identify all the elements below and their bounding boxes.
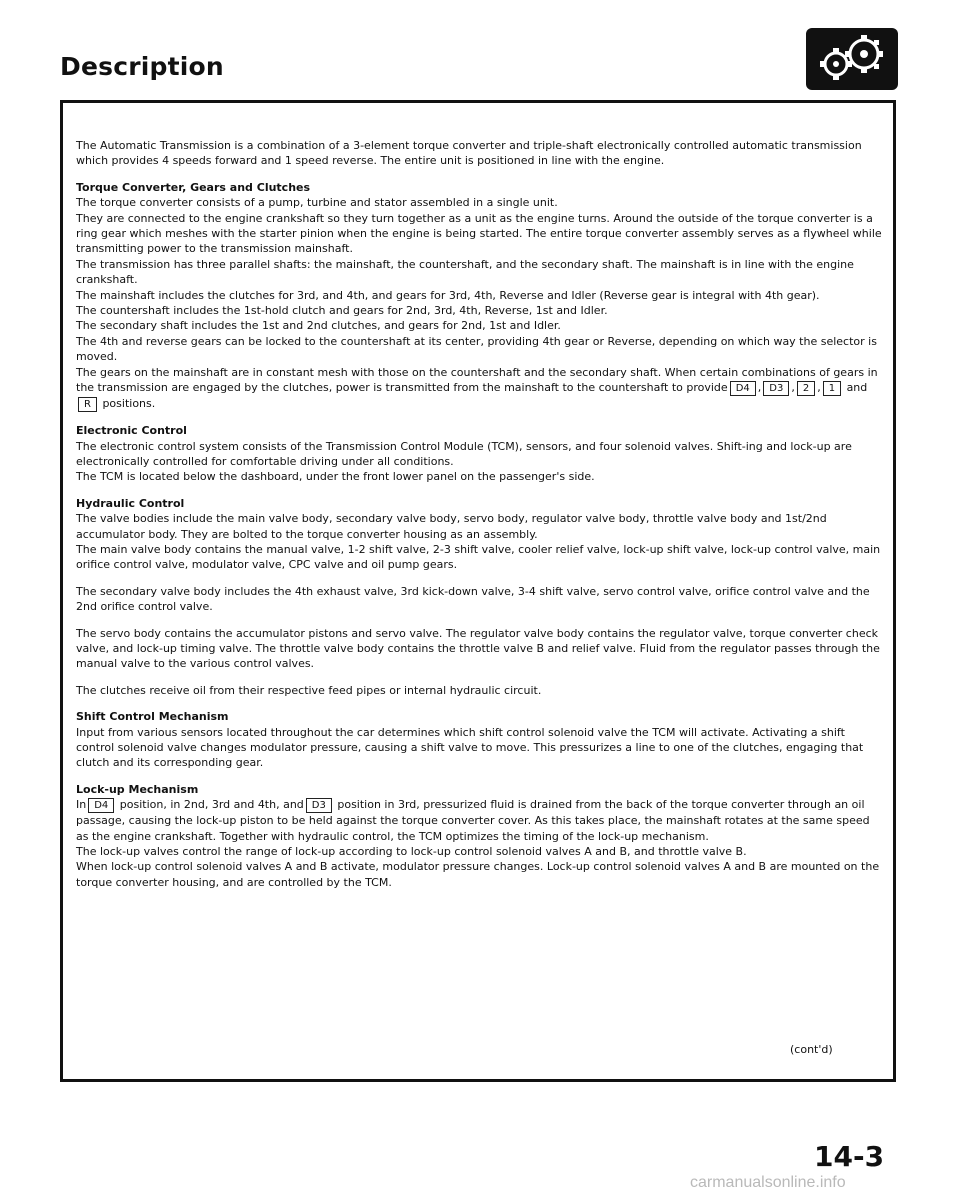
electronic-paragraph-1: The electronic control system consists of the Transmission Control Module (TCM), sensors, and four solenoid valves. Shift-ing and lock-up are electronically controlled for comfortable driving under all conditions.	[76, 439, 852, 468]
torque-paragraph-8-text: The gears on the mainshaft are in constant mesh with those on the countershaft and the secondary shaft. When certain combinations of gears in the transmission are engaged by the clutches, power is transmitted from the mainshaft to the countershaft to provide	[76, 365, 878, 395]
position-d4-box: D4	[730, 381, 756, 396]
hydraulic-paragraph-2: The main valve body contains the manual valve, 1-2 shift valve, 2-3 shift valve, cooler relief valve, lock-up shift valve, lock-up control valve, main orifice control valve, modulator valve, CPC valve and oil pump gears.	[76, 542, 881, 572]
continued-label: (cont'd)	[790, 1043, 833, 1056]
separator: ,	[757, 381, 762, 395]
description-body	[76, 138, 884, 890]
lockup-text: position, in 2nd, 3rd and 4th, and	[119, 798, 304, 812]
and-word: and	[846, 381, 868, 395]
position-r-box: R	[78, 397, 97, 412]
position-2-box: 2	[797, 381, 815, 396]
section-heading-torque: Torque Converter, Gears and Clutches	[76, 180, 311, 194]
torque-paragraph-3: The transmission has three parallel shafts: the mainshaft, the countershaft, and the secondary shaft. The mainshaft is in line with the engine crankshaft.	[76, 257, 854, 287]
position-1-box: 1	[823, 381, 841, 396]
section-heading-shift: Shift Control Mechanism	[76, 710, 229, 724]
torque-paragraph-8	[76, 365, 884, 412]
section-heading-hydraulic: Hydraulic Control	[76, 496, 185, 510]
gear-train-icon	[806, 28, 898, 90]
electronic-paragraph-2: The TCM is located below the dashboard, under the front lower panel on the passenger's side.	[76, 470, 595, 484]
hydraulic-paragraph-3: The secondary valve body includes the 4th exhaust valve, 3rd kick-down valve, 3-4 shift valve, servo control valve, orifice control valve and the 2nd orifice control valve.	[76, 584, 870, 614]
lockup-paragraph-2: The lock-up valves control the range of lock-up according to lock-up control solenoid valves A and B, and throttle valve B.	[76, 845, 747, 859]
lockup-paragraph-1	[76, 797, 884, 844]
page-title: Description	[60, 52, 224, 81]
position-d3-box: D3	[306, 798, 332, 813]
torque-paragraph-2: They are connected to the engine crankshaft so they turn together as a unit as the engine turns. Around the outside of the torque converter is a ring gear which meshes with the starter pinion when the engine is being started. The entire torque converter assembly serves as a flywheel while transmitting power to the transmission mainshaft.	[76, 211, 882, 256]
lockup-paragraph-3: When lock-up control solenoid valves A and B activate, modulator pressure changes. Lock-up control solenoid valves A and B are mounted on the torque converter housing, and are controlled by the TCM.	[76, 860, 880, 889]
hydraulic-paragraph-1: The valve bodies include the main valve body, secondary valve body, servo body, regulator valve body, throttle valve body and 1st/2nd accumulator body. They are bolted to the torque converter housing as an assembly.	[76, 512, 827, 541]
lockup-text: In	[76, 798, 87, 812]
position-d4-box: D4	[88, 798, 114, 813]
torque-paragraph-1: The torque converter consists of a pump, turbine and stator assembled in a single unit.	[76, 196, 558, 210]
lockup-text: position in 3rd, pressurized fluid is drained from the back of the torque converter through an oil passage, causing the lock-up piston to be held against the torque converter cover. As this takes place, the mainshaft rotates at the same speed as the engine crankshaft. Together with hydraulic control, the TCM optimizes the timing of the lock-up mechanism.	[76, 798, 870, 843]
section-heading-lockup: Lock-up Mechanism	[76, 782, 199, 796]
shift-paragraph-1: Input from various sensors located throughout the car determines which shift control solenoid valve the TCM will activate. Activating a shift control solenoid valve changes modulator pressure, causing a shift valve to move. This pressurizes a line to one of the clutches, engaging that clutch and its corresponding gear.	[76, 725, 864, 770]
watermark: carmanualsonline.info	[690, 1174, 846, 1191]
position-d3-box: D3	[763, 381, 789, 396]
torque-paragraph-6: The secondary shaft includes the 1st and 2nd clutches, and gears for 2nd, 1st and Idler.	[76, 319, 561, 333]
positions-word: positions.	[102, 397, 156, 411]
intro-paragraph: The Automatic Transmission is a combination of a 3-element torque converter and triple-shaft electronically controlled automatic transmission which provides 4 speeds forward and 1 speed reverse. The entire unit is positioned in line with the engine.	[76, 139, 862, 168]
page-number: 14-3	[814, 1140, 885, 1173]
separator: ,	[817, 381, 821, 395]
torque-paragraph-7: The 4th and reverse gears can be locked to the countershaft at its center, providing 4th gear or Reverse, depending on which way the selector is moved.	[76, 334, 877, 364]
hydraulic-paragraph-5: The clutches receive oil from their respective feed pipes or internal hydraulic circuit.	[76, 683, 542, 697]
section-heading-electronic: Electronic Control	[76, 424, 187, 438]
hydraulic-paragraph-4: The servo body contains the accumulator pistons and servo valve. The regulator valve body contains the regulator valve, torque converter check valve, and lock-up timing valve. The throttle valve body contains the throttle valve B and relief valve. Fluid from the regulator passes through the manual valve to the various control valves.	[76, 626, 880, 671]
torque-paragraph-4: The mainshaft includes the clutches for 3rd, and 4th, and gears for 3rd, 4th, Reverse and Idler (Reverse gear is integral with 4th gear).	[76, 288, 820, 302]
separator: ,	[791, 381, 795, 395]
torque-paragraph-5: The countershaft includes the 1st-hold clutch and gears for 2nd, 3rd, 4th, Reverse, 1st and Idler.	[76, 304, 608, 318]
